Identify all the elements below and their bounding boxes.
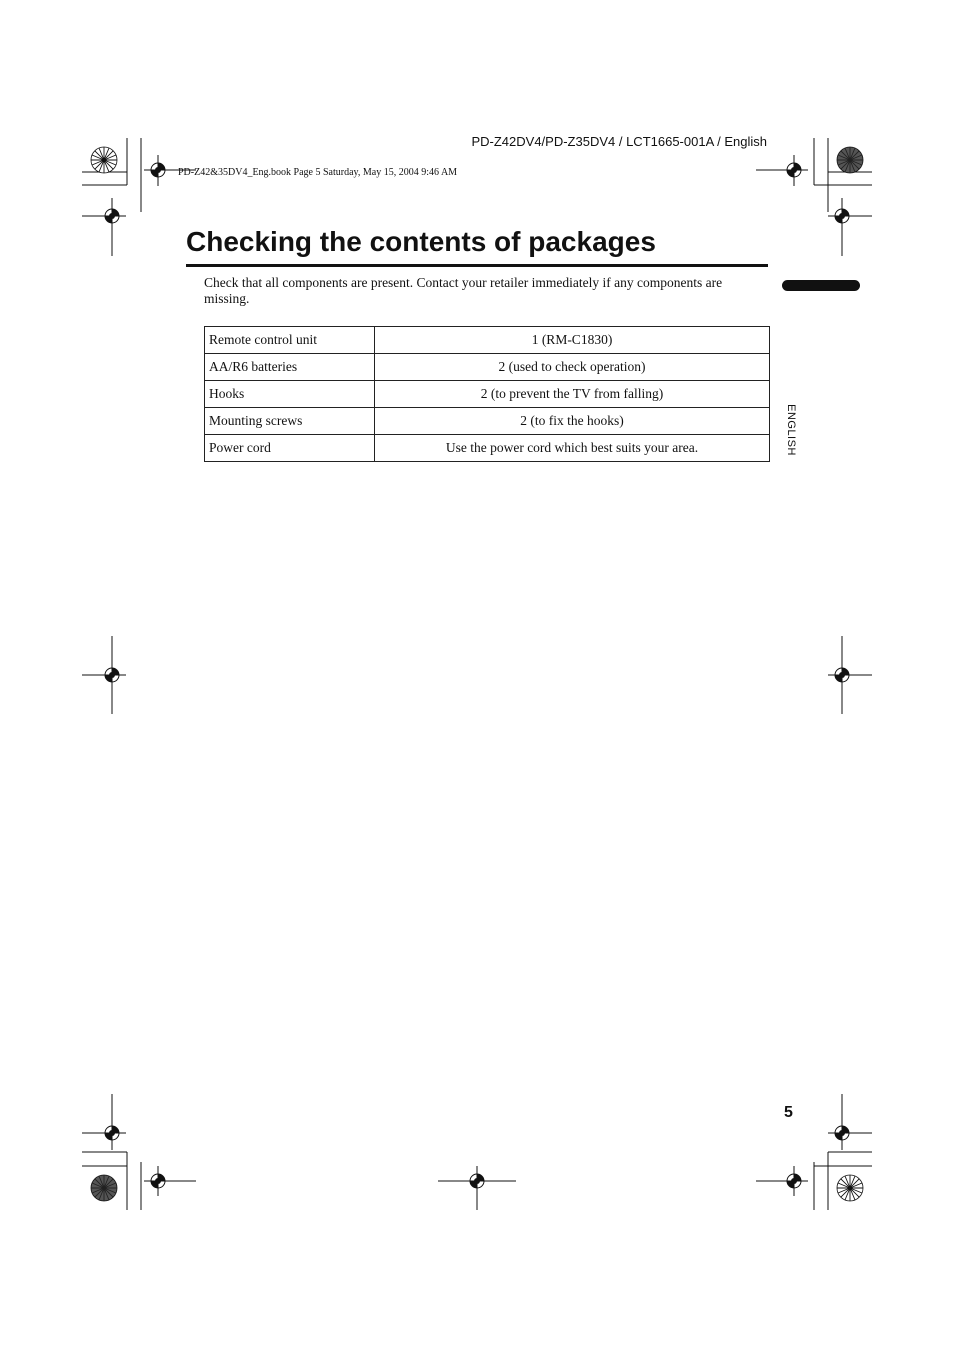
header-model-reference: PD-Z42DV4/PD-Z35DV4 / LCT1665-001A / English xyxy=(471,134,767,149)
item-quantity: 2 (used to check operation) xyxy=(375,354,770,381)
item-quantity: 2 (to prevent the TV from falling) xyxy=(375,381,770,408)
table-row xyxy=(205,354,770,381)
language-side-label: ENGLISH xyxy=(785,404,797,456)
item-quantity: Use the power cord which best suits your area. xyxy=(375,435,770,462)
page-number: 5 xyxy=(784,1104,793,1121)
item-name: Power cord xyxy=(205,435,375,462)
item-name: Mounting screws xyxy=(205,408,375,435)
title-underline xyxy=(186,264,768,267)
table-row xyxy=(205,381,770,408)
intro-paragraph: Check that all components are present. Contact your retailer immediately if any components are missing. xyxy=(204,275,723,306)
table-row xyxy=(205,327,770,354)
package-contents-table xyxy=(204,326,770,462)
page-title: Checking the contents of packages xyxy=(186,226,656,257)
table-row xyxy=(205,435,770,462)
table-row xyxy=(205,408,770,435)
section-tab-marker xyxy=(782,280,860,291)
item-quantity: 1 (RM-C1830) xyxy=(375,327,770,354)
item-name: Remote control unit xyxy=(205,327,375,354)
item-name: Hooks xyxy=(205,381,375,408)
item-quantity: 2 (to fix the hooks) xyxy=(375,408,770,435)
item-name: AA/R6 batteries xyxy=(205,354,375,381)
book-print-stamp: PD-Z42&35DV4_Eng.book Page 5 Saturday, May 15, 2004 9:46 AM xyxy=(178,167,458,178)
